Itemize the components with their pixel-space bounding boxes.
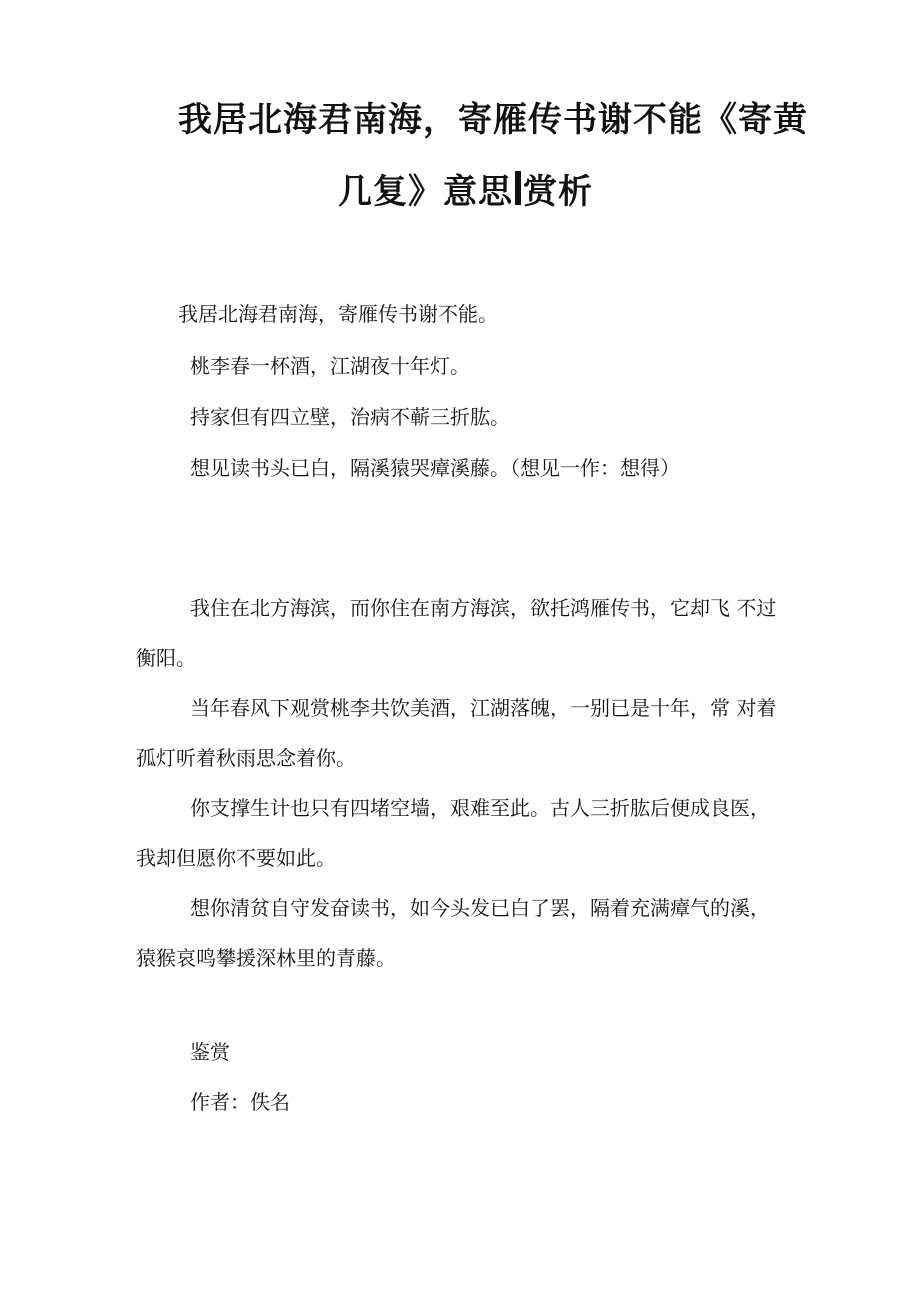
text-cursor-bar: [515, 171, 521, 205]
translation-paragraph-3: 你支撑生计也只有四堵空墙，艰难至此。古人三折肱后便成良医，我却但愿你不要如此。: [136, 796, 770, 870]
page-title-line-2: [338, 170, 593, 214]
poem-line-2: 桃李春一杯酒，江湖夜十年灯。: [190, 354, 470, 378]
title-text-part-2: 赏析: [523, 172, 593, 212]
poem-line-1: 我居北海君南海，寄雁传书谢不能。: [178, 302, 498, 326]
translation-paragraph-2: 当年春风下观赏桃李共饮美酒，江湖落魄，一别已是十年，常 对着孤灯听着秋雨思念着你。: [136, 696, 777, 770]
translation-paragraph-1: 我住在北方海滨，而你住在南方海滨，欲托鸿雁传书，它却飞 不过衡阳。: [136, 596, 777, 670]
translation-paragraph-4: 想你清贫自守发奋读书，如今头发已白了罢，隔着充满瘴气的溪，猿猴哀鸣攀援深林里的青藤。: [136, 896, 770, 970]
section-heading: 鉴赏: [190, 1040, 230, 1064]
poem-line-3: 持家但有四立壁，治病不蕲三折肱。: [190, 405, 510, 429]
poem-line-4: 想见读书头已白，隔溪猿哭瘴溪藤。（想见一作：想得）: [190, 456, 680, 480]
title-text-part-1: 几复》意思: [338, 172, 513, 212]
author-line: 作者：佚名: [190, 1090, 290, 1114]
page-title-line-1: 我居北海君南海，寄雁传书谢不能《寄黄: [178, 100, 808, 140]
